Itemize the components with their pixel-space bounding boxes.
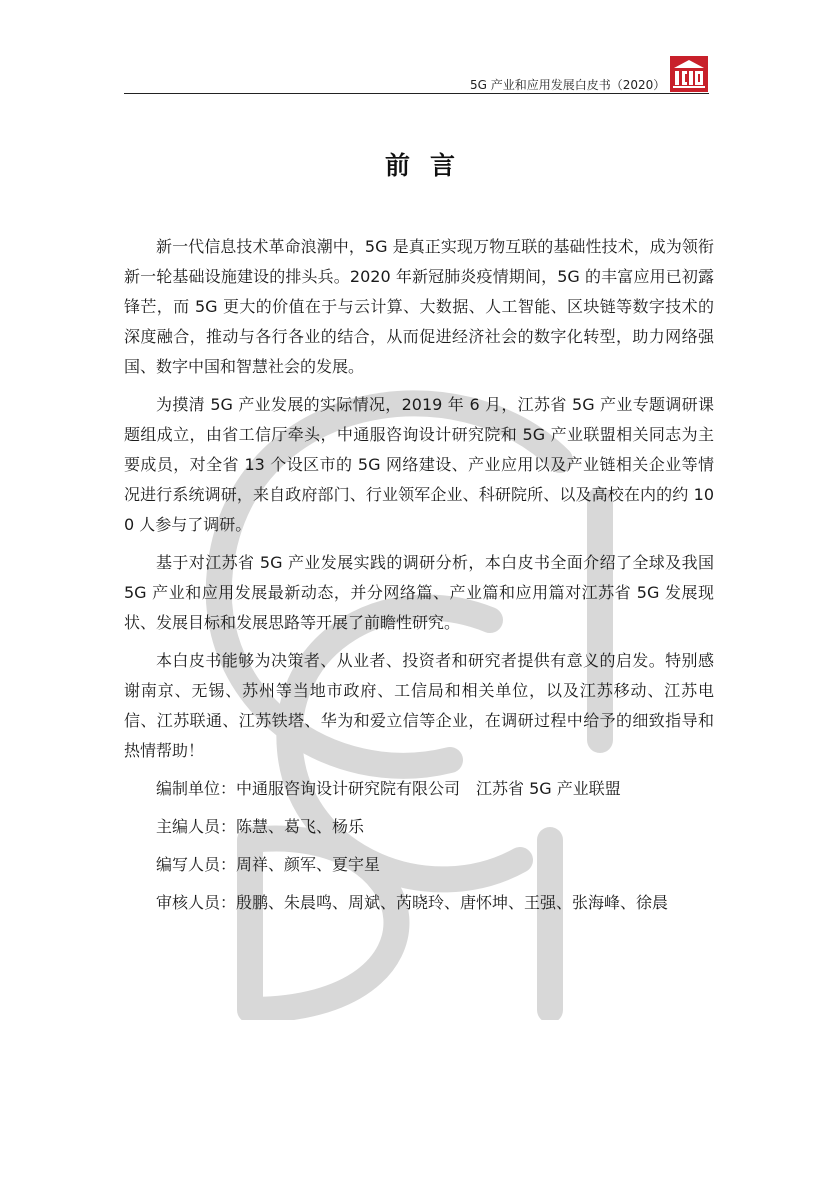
credit-label: 主编人员：: [156, 817, 237, 836]
header-document-title: 5G 产业和应用发展白皮书（2020）: [470, 78, 666, 92]
paragraph: 为摸清 5G 产业发展的实际情况，2019 年 6 月，江苏省 5G 产业专题调研课题组成立，由省工信厅牵头，中通服咨询设计研究院和 5G 产业联盟相关同志为主要成员，对全省 13 个设区市的 5G 网络建设、产业应用以及产业链相关企业等情况进行系统调研，来自政府部门、行业领军企业、科研院所、以及高校在内的约 100 人参与了调研。: [124, 395, 714, 534]
paragraph: 基于对江苏省 5G 产业发展实践的调研分析，本白皮书全面介绍了全球及我国 5G 产业和应用发展最新动态，并分网络篇、产业篇和应用篇对江苏省 5G 发展现状、发展目标和发展思路等开展了前瞻性研究。: [124, 553, 714, 632]
credit-writers: [124, 850, 714, 880]
credit-compiling-unit: [124, 774, 714, 804]
paragraph: 本白皮书能够为决策者、从业者、投资者和研究者提供有意义的启发。特别感谢南京、无锡、苏州等当地市政府、工信局和相关单位，以及江苏移动、江苏电信、江苏联通、江苏铁塔、华为和爱立信等企业，在调研过程中给予的细致指导和热情帮助！: [124, 651, 714, 760]
paragraph: 新一代信息技术革命浪潮中，5G 是真正实现万物互联的基础性技术，成为领衔新一轮基础设施建设的排头兵。2020 年新冠肺炎疫情期间，5G 的丰富应用已初露锋芒，而 5G 更大的价值在于与云计算、大数据、人工智能、区块链等数字技术的深度融合，推动与各行各业的结合，从而促进经济社会的数字化转型，助力网络强国、数字中国和智慧社会的发展。: [124, 237, 714, 376]
credits-list: [124, 774, 714, 918]
header-rule: [124, 93, 709, 94]
page-title: 前言: [384, 151, 475, 180]
credit-reviewers: [124, 888, 714, 918]
credit-value: 陈慧、葛飞、杨乐: [236, 817, 365, 836]
page-header: [0, 0, 840, 100]
preface-body: [124, 232, 714, 926]
credit-label: 编写人员：: [156, 855, 237, 874]
credit-value: 殷鹏、朱晨鸣、周斌、芮晓玲、唐怀坤、王强、张海峰、徐晨: [236, 893, 669, 912]
credit-value: 中通服咨询设计研究院有限公司 江苏省 5G 产业联盟: [236, 779, 621, 798]
credit-label: 编制单位：: [156, 779, 237, 798]
cicdi-logo-icon: [670, 56, 708, 92]
credit-value: 周祥、颜军、夏宇星: [236, 855, 381, 874]
credit-chief-editors: [124, 812, 714, 842]
credit-label: 审核人员：: [156, 893, 237, 912]
